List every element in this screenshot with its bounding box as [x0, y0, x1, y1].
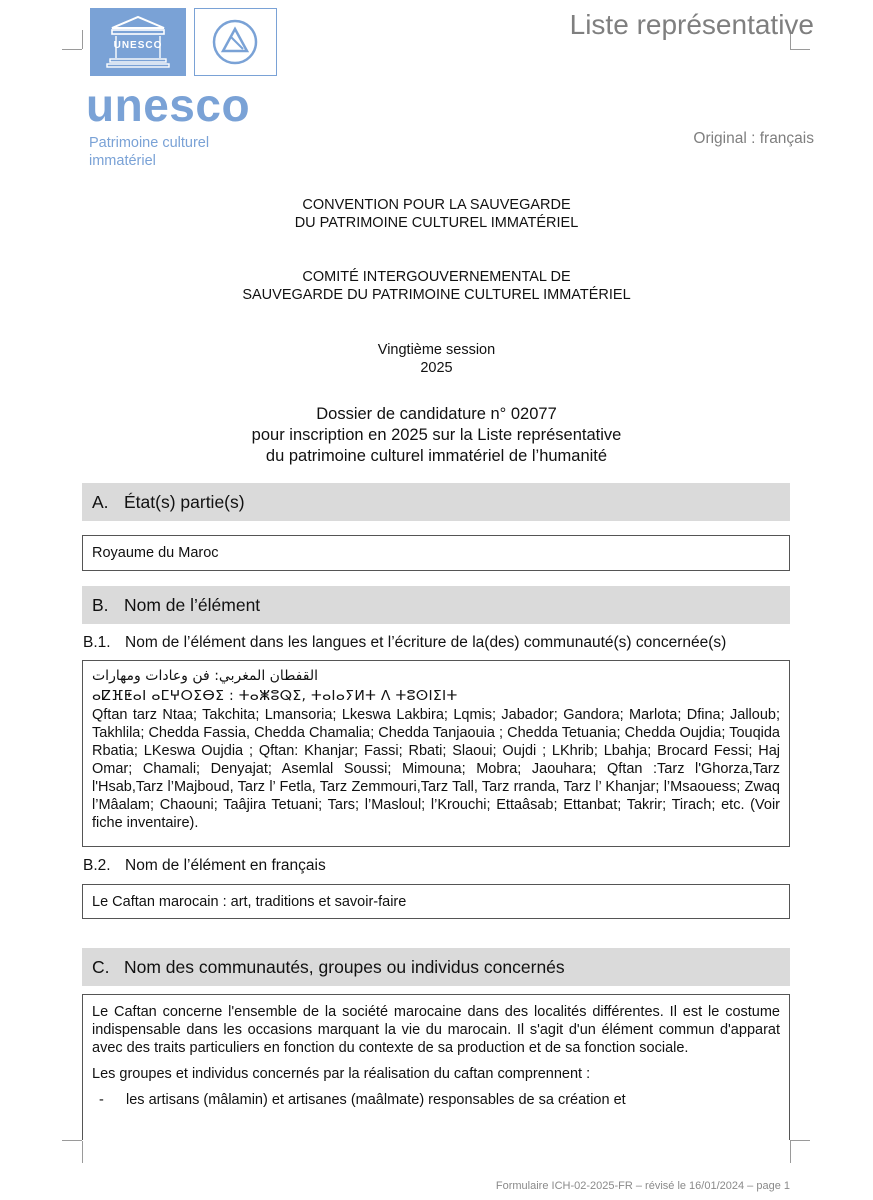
b2-heading [83, 857, 326, 875]
section-c-header [82, 948, 790, 986]
ich-emblem-icon [194, 8, 277, 76]
b2-name-value: Le Caftan marocain : art, traditions et savoir-faire [92, 894, 407, 910]
bullet-dash: - [99, 1092, 104, 1108]
b2-title: Nom de l’élément en français [125, 857, 326, 874]
temple-icon [90, 8, 186, 76]
dossier-line3: du patrimoine culturel immatériel de l’humanité [265, 447, 608, 465]
b1-number: B.1. [83, 634, 111, 651]
b2-number: B.2. [83, 857, 111, 874]
states-parties-field[interactable] [82, 535, 790, 571]
dossier-line1: Dossier de candidature n° 02077 [316, 405, 557, 423]
unesco-logo [90, 8, 277, 76]
crop-mark [82, 30, 83, 49]
b1-names-list: Qftan tarz Ntaa; Takchita; Lmansoria; Lkeswa Lakbira; Lqmis; Jabador; Gandora; Marlota; Dfina; Jalloub; Takhlila; Chedda Fassia, Chedda Chamalia; Chedda Tanjaouia ; Chedda Tetuania; Chedda Oujdia; Touqida Rbatia; LKeswa Oujdia ; Qftan: Khanjar; Fassi; Rbati; Slaoui; Oujdi ; LKhrib; Lbahja; Brocard Fessi; Haj Omar; Chamali; Denyajat; Asemlal Soussi; Mimouna; Mobra; Jaouhara; Qftan :Tarz l'Ghorza,Tarz l'Hsab,Tarz l’Majboud, Tarz l’ Fetla, Tarz Zemmouri,Tarz Tall, Tarz rranda, Tarz l’ Khanjar; l’Msaouess; Zwaq l’Mâalam; Chaouni; Taâjira Tetuani; Tars; l’Masloul; l’Krouchi; Ettaâsab; Ettanbat; Takrir; Tirach; etc. (Voir fiche inventaire). [92, 707, 780, 831]
section-b-title: Nom de l’élément [124, 594, 261, 615]
dossier-line2: pour inscription en 2025 sur la Liste représentative [251, 426, 622, 444]
committee-line1: COMITÉ INTERGOUVERNEMENTAL DE [302, 269, 571, 285]
b1-arabic-name: القفطان المغربي: فن وعادات ومهارات [92, 668, 319, 684]
b2-name-field[interactable] [82, 884, 790, 919]
unesco-wordmark: unesco [86, 79, 251, 131]
crop-mark [790, 49, 810, 50]
original-language: Original : français [693, 130, 814, 147]
logo-subtitle [89, 134, 209, 170]
communities-field[interactable] [82, 994, 790, 1140]
committee-line2: SAUVEGARDE DU PATRIMOINE CULTUREL IMMATÉRIEL [242, 287, 631, 303]
bullet-text: les artisans (mâlamin) et artisanes (maâlmate) responsables de sa création et [126, 1092, 626, 1108]
section-c-letter: C. [92, 956, 110, 977]
convention-title [0, 196, 873, 232]
session-title [0, 341, 873, 377]
communities-paragraph-2: Les groupes et individus concernés par la réalisation du caftan comprennent : [92, 1066, 591, 1082]
crop-mark [62, 49, 82, 50]
states-parties-value: Royaume du Maroc [92, 545, 219, 561]
b1-title: Nom de l’élément dans les langues et l’écriture de la(des) communauté(s) concernée(s) [125, 634, 727, 651]
session-line2: 2025 [420, 360, 453, 376]
page-footer: Formulaire ICH-02-2025-FR – révisé le 16/01/2024 – page 1 [495, 1180, 790, 1192]
b1-heading [83, 634, 726, 652]
section-c-title: Nom des communautés, groupes ou individus concernés [124, 956, 565, 977]
convention-line1: CONVENTION POUR LA SAUVEGARDE [302, 197, 571, 213]
crop-mark [790, 1141, 791, 1163]
committee-title [0, 268, 873, 304]
dossier-title [0, 404, 873, 467]
logo-subtitle-line1: Patrimoine culturel [89, 135, 210, 151]
section-a-title: État(s) partie(s) [124, 491, 245, 512]
svg-text:UNESCO: UNESCO [113, 40, 163, 51]
section-b-header [82, 586, 790, 624]
communities-paragraph-1: Le Caftan concerne l'ensemble de la société marocaine dans des localités différentes. Il est le costume indispensable dans les occasions marquant la vie du marocain. Il s'agit d'un élément commun d'apparat avec des traits particuliers en fonction du contexte de sa production et de sa fonction sociale. [92, 1004, 780, 1056]
convention-line2: DU PATRIMOINE CULTUREL IMMATÉRIEL [294, 215, 579, 231]
list-item [92, 1091, 780, 1109]
b1-tifinagh-name: ⴰⵇⴼⵟⴰⵏ ⴰⵎⵖⵔⵉⴱⵉ : ⵜⴰⵥⵓⵕⵉ, ⵜⴰⵏⴰⵢⵍⵜ ⴷ ⵜⵓⵙⵏⵉⵏⵜ [92, 688, 458, 704]
logo-subtitle-line2: immatériel [89, 153, 156, 169]
crop-mark [82, 1141, 83, 1163]
crop-mark [62, 1140, 82, 1141]
document-kind: Liste représentative [569, 9, 814, 40]
section-a-letter: A. [92, 491, 109, 512]
section-a-header [82, 483, 790, 521]
section-b-letter: B. [92, 594, 109, 615]
b1-names-field[interactable] [82, 660, 790, 847]
crop-mark [790, 1140, 810, 1141]
session-line1: Vingtième session [377, 342, 496, 358]
